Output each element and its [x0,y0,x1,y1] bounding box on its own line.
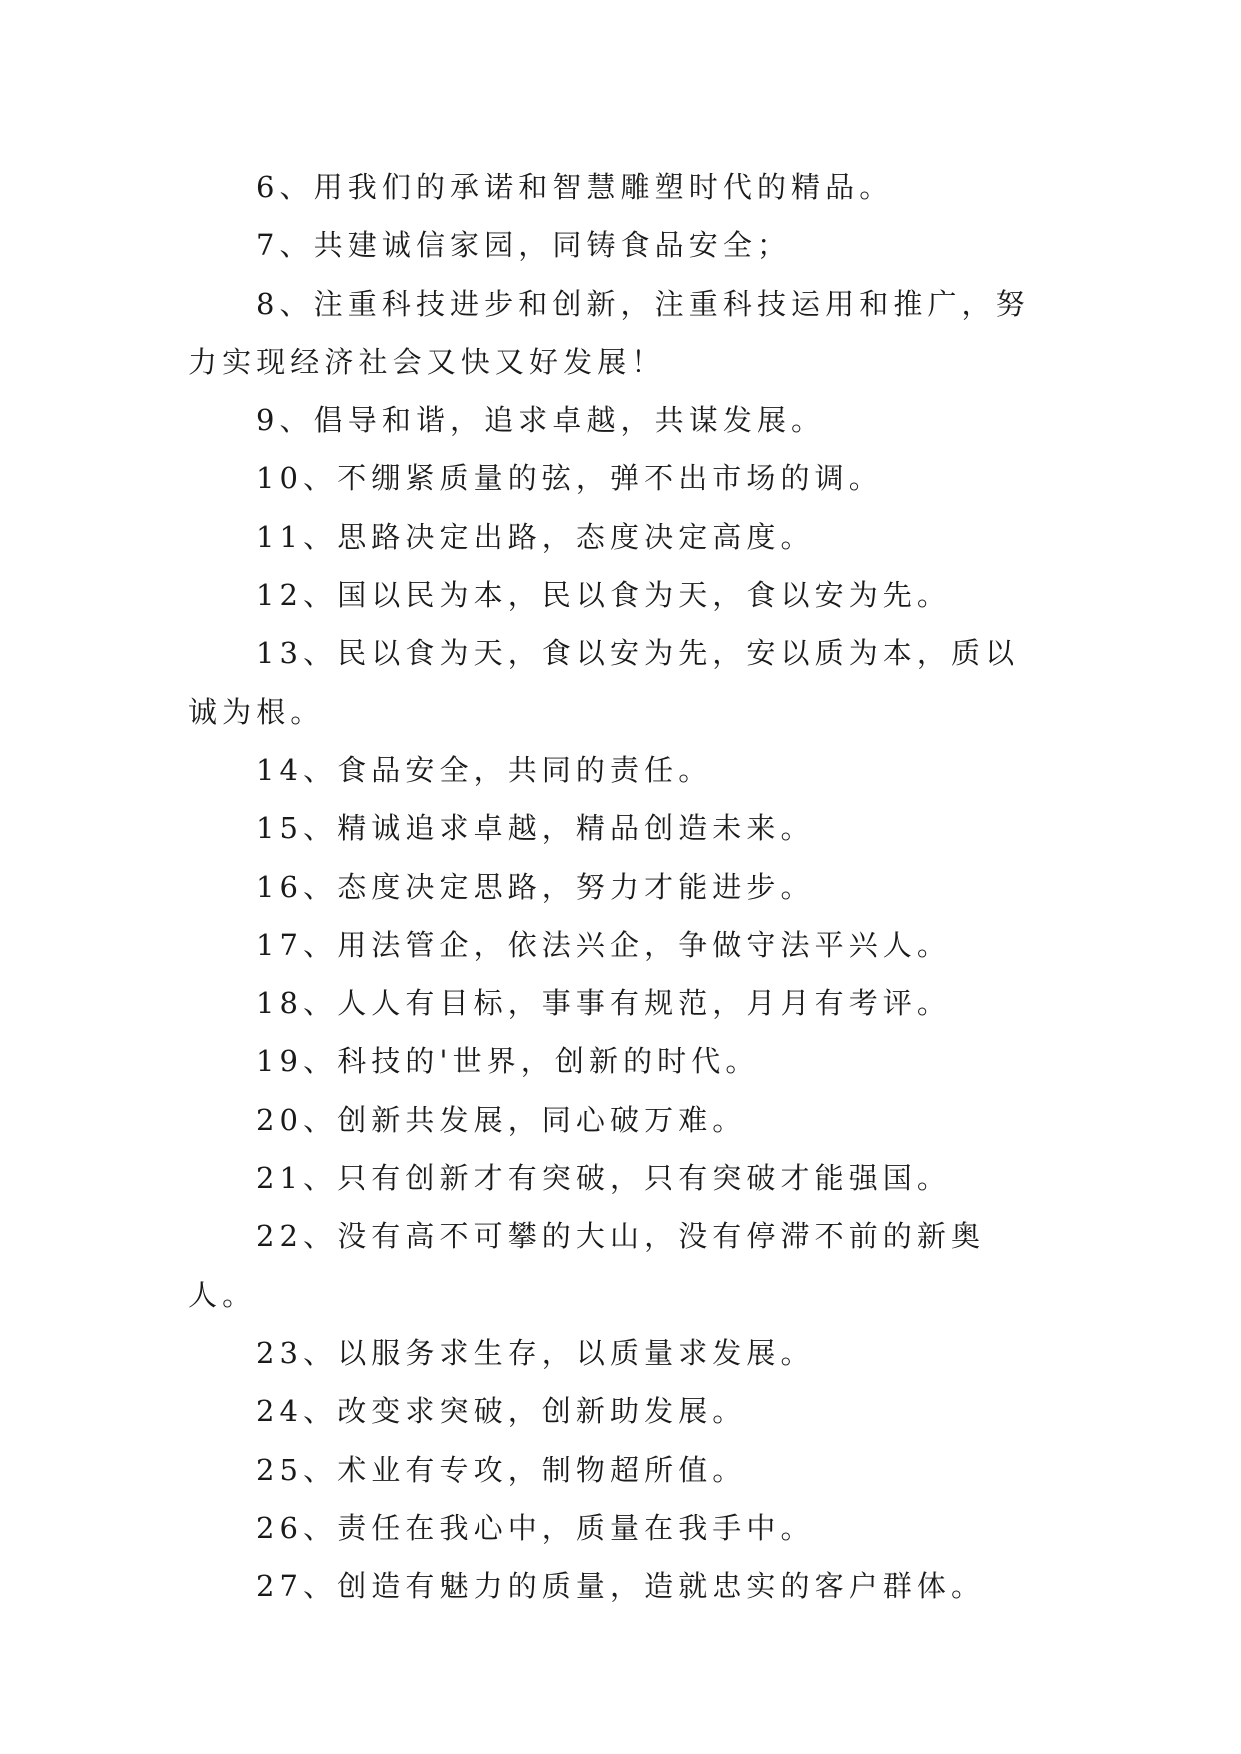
paragraph: 26、责任在我心中，质量在我手中。 [256,1510,815,1545]
paragraph: 10、不绷紧质量的弦，弹不出市场的调。 [256,461,883,496]
paragraph: 12、国以民为本，民以食为天，食以安为先。 [256,578,952,613]
paragraph: 18、人人有目标，事事有规范，月月有考评。 [256,986,952,1021]
paragraph: 7、共建诚信家园，同铸食品安全； [256,228,792,263]
paragraph: 11、思路决定出路，态度决定高度。 [256,519,815,554]
paragraph: 13、民以食为天，食以安为先，安以质为本，质以诚为根。 [188,636,1020,729]
paragraph: 25、术业有专攻，制物超所值。 [256,1452,747,1487]
paragraph: 20、创新共发展，同心破万难。 [256,1102,747,1137]
paragraph: 23、以服务求生存，以质量求发展。 [256,1335,815,1370]
paragraph: 16、态度决定思路，努力才能进步。 [256,869,815,904]
paragraph: 17、用法管企，依法兴企，争做守法平兴人。 [256,927,952,962]
paragraph: 14、食品安全，共同的责任。 [256,752,713,787]
document-body [188,158,1046,1615]
paragraph: 9、倡导和谐，追求卓越，共谋发展。 [256,403,826,438]
paragraph: 22、没有高不可攀的大山，没有停滞不前的新奥人。 [188,1219,986,1312]
paragraph: 15、精诚追求卓越，精品创造未来。 [256,811,815,846]
paragraph: 6、用我们的承诺和智慧雕塑时代的精品。 [256,170,894,204]
paragraph: 19、科技的'世界，创新的时代。 [256,1044,760,1079]
paragraph: 27、创造有魅力的质量，造就忠实的客户群体。 [256,1569,986,1604]
paragraph: 24、改变求突破，创新助发展。 [256,1394,747,1429]
paragraph: 8、注重科技进步和创新，注重科技运用和推广，努力实现经济社会又快又好发展！ [188,286,1030,379]
paragraph: 21、只有创新才有突破，只有突破才能强国。 [256,1161,952,1196]
